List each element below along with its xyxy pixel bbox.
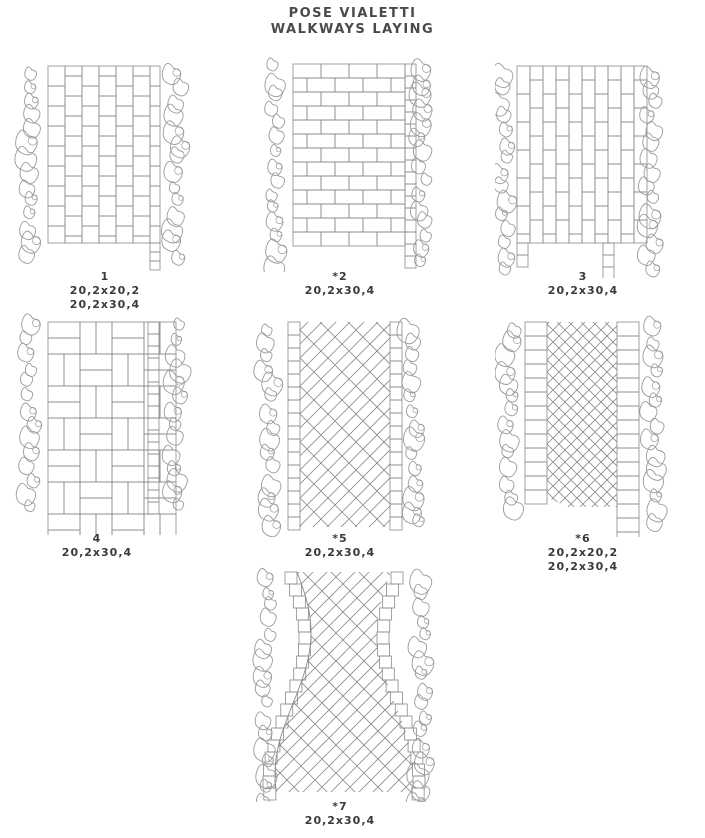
pattern-3-foliage-left <box>495 63 517 275</box>
pattern-7-drawing <box>245 562 445 802</box>
pattern-6-bricks <box>525 312 675 537</box>
pattern-1-foliage-right <box>161 63 189 265</box>
pattern-6-caption <box>518 532 648 574</box>
pattern-6-size-a: 20,2x20,2 <box>547 546 619 559</box>
pattern-4-number: 4 <box>92 532 102 545</box>
pattern-5-foliage-right <box>397 318 425 527</box>
pattern-3-number: 3 <box>578 270 588 283</box>
pattern-1-size-b: 20,2x30,4 <box>69 298 141 311</box>
page-title-line-2: WALKWAYS LAYING <box>270 22 435 37</box>
pattern-5-bricks <box>288 312 440 537</box>
pattern-2-foliage-right <box>409 59 432 267</box>
pattern-7-foliage-left <box>253 568 277 802</box>
pattern-1-caption <box>40 270 170 312</box>
pattern-3-drawing <box>495 58 675 278</box>
pattern-3-bricks <box>517 66 647 278</box>
pattern-7-caption <box>275 800 405 828</box>
pattern-3-size-a: 20,2x30,4 <box>547 284 619 297</box>
pattern-2-size-a: 20,2x30,4 <box>304 284 376 297</box>
pattern-7-foliage-right <box>406 569 434 802</box>
pattern-1-bricks <box>48 66 160 270</box>
pattern-3-caption <box>518 270 648 298</box>
pattern-5-size-a: 20,2x30,4 <box>304 546 376 559</box>
pattern-5-foliage-left <box>254 324 283 537</box>
pattern-1-drawing <box>10 58 200 273</box>
pattern-3-foliage-right <box>637 66 663 277</box>
pattern-5-number: *5 <box>332 532 348 545</box>
pattern-5-caption <box>275 532 405 560</box>
pattern-5-drawing <box>250 312 440 537</box>
pattern-6-drawing <box>495 312 675 537</box>
pattern-4-bricks <box>48 322 176 535</box>
pattern-4-drawing <box>10 310 200 535</box>
pattern-6-size-b: 20,2x30,4 <box>547 560 619 573</box>
pattern-4-caption <box>32 532 162 560</box>
pattern-2-caption <box>275 270 405 298</box>
pattern-4-foliage-right <box>162 318 191 510</box>
pattern-4-foliage-left <box>16 314 41 512</box>
pattern-4-size-a: 20,2x30,4 <box>61 546 133 559</box>
pattern-6-number: *6 <box>575 532 591 545</box>
pattern-6-foliage-left <box>495 323 524 520</box>
pattern-1-foliage-left <box>15 67 41 264</box>
pattern-7-number: *7 <box>332 800 348 813</box>
pattern-1-size-a: 20,2x20,2 <box>69 284 141 297</box>
pattern-2-bricks <box>293 64 416 268</box>
pattern-2-foliage-left <box>264 58 287 272</box>
pattern-1-number: 1 <box>100 270 110 283</box>
pattern-6-foliage-right <box>640 316 667 531</box>
pattern-2-number: *2 <box>332 270 348 283</box>
page-title-line-1: POSE VIALETTI <box>288 6 417 21</box>
pattern-7-size-a: 20,2x30,4 <box>304 814 376 827</box>
pattern-2-drawing <box>255 52 445 272</box>
